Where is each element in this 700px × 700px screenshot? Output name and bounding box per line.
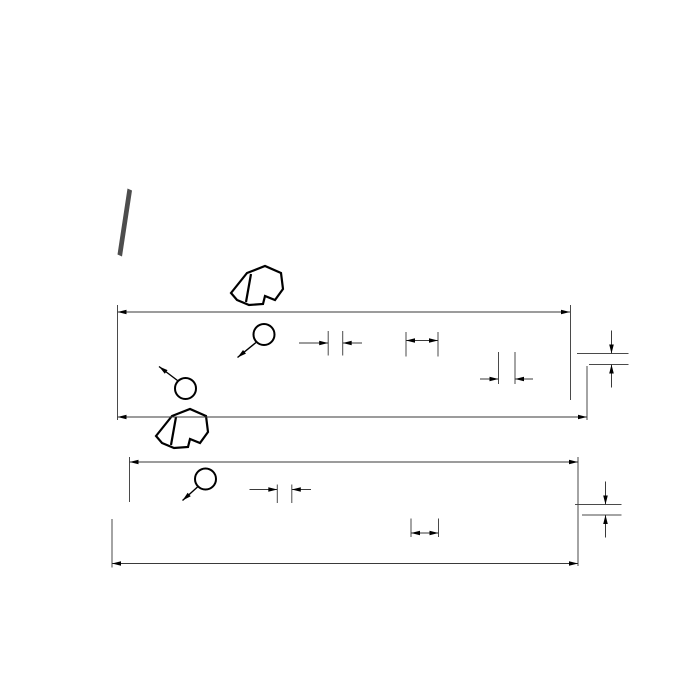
watermark-top (231, 266, 283, 305)
label-b-leader (238, 343, 257, 358)
variant-labels-ab (159, 324, 275, 399)
label-r-circle (195, 469, 216, 490)
sheet-cut-edge (118, 189, 133, 257)
watermark-middle (156, 409, 208, 448)
cross-section-r (112, 457, 622, 568)
variant-label-r (183, 469, 217, 501)
label-b-circle (254, 324, 275, 345)
label-r-leader (183, 487, 198, 501)
sheet-3d-view (118, 189, 584, 258)
label-a-circle (175, 378, 196, 399)
label-a-leader (159, 367, 178, 381)
metall-profil-logo-icon (156, 409, 208, 448)
cross-section-ab (118, 305, 629, 420)
sheet-right-edge (572, 190, 584, 258)
metall-profil-logo-icon (231, 266, 283, 305)
